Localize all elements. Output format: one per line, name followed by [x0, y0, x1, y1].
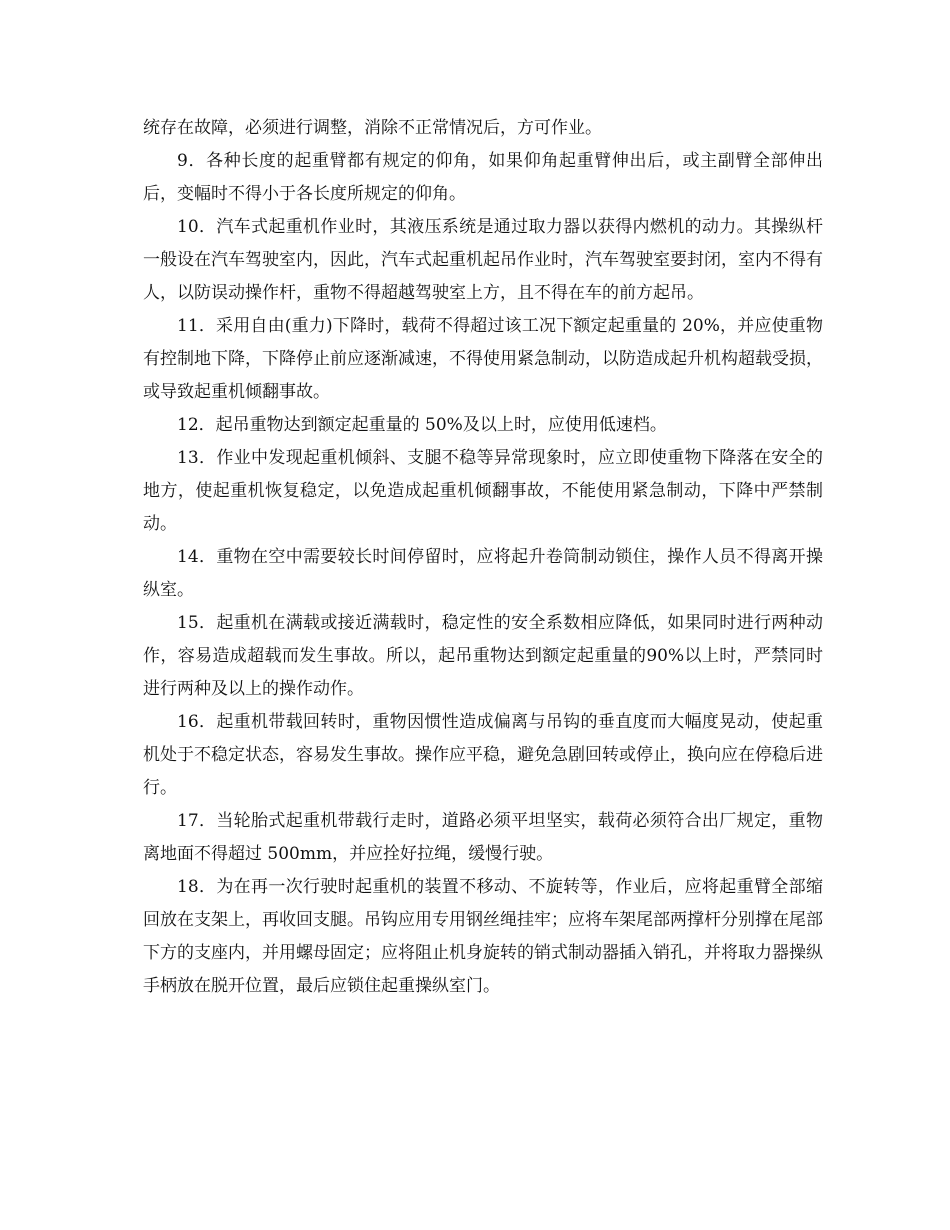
paragraph-item-14: 14．重物在空中需要较长时间停留时，应将起升卷筒制动锁住，操作人员不得离开操纵室。: [143, 547, 823, 600]
paragraph-item-12: 12．起吊重物达到额定起重量的 50%及以上时，应使用低速档。: [177, 415, 667, 435]
paragraph-item-18: 18．为在再一次行驶时起重机的装置不移动、不旋转等，作业后，应将起重臂全部缩回放在支架上，再收回支腿。吊钩应用专用钢丝绳挂牢；应将车架尾部两撑杆分别撑在尾部下方的支座内，并用螺母固定；应将阻止机身旋转的销式制动器插入销孔，并将取力器操纵手柄放在脱开位置，最后应锁住起重操纵室门。: [143, 877, 823, 996]
paragraph-item-11: 11．采用自由(重力)下降时，载荷不得超过该工况下额定起重量的 20%，并应使重物有控制地下降，下降停止前应逐渐减速，不得使用紧急制动，以防造成起升机构超载受损，或导致起重机倾翻事故。: [143, 316, 823, 402]
paragraph-item-16: 16．起重机带载回转时，重物因惯性造成偏离与吊钩的垂直度而大幅度晃动，使起重机处于不稳定状态，容易发生事故。操作应平稳，避免急剧回转或停止，换向应在停稳后进行。: [143, 712, 823, 798]
document-body: [143, 112, 823, 1003]
paragraph-item-13: 13．作业中发现起重机倾斜、支腿不稳等异常现象时，应立即使重物下降落在安全的地方，使起重机恢复稳定，以免造成起重机倾翻事故，不能使用紧急制动，下降中严禁制动。: [143, 448, 823, 534]
paragraph-item-9: 9．各种长度的起重臂都有规定的仰角，如果仰角起重臂伸出后，或主副臂全部伸出后，变幅时不得小于各长度所规定的仰角。: [143, 151, 823, 204]
paragraph-item-10: 10．汽车式起重机作业时，其液压系统是通过取力器以获得内燃机的动力。其操纵杆一般设在汽车驾驶室内，因此，汽车式起重机起吊作业时，汽车驾驶室要封闭，室内不得有人，以防误动操作杆，重物不得超越驾驶室上方，且不得在车的前方起吊。: [143, 217, 823, 303]
paragraph-item-15: 15．起重机在满载或接近满载时，稳定性的安全系数相应降低，如果同时进行两种动作，容易造成超载而发生事故。所以，起吊重物达到额定起重量的90%以上时，严禁同时进行两种及以上的操作动作。: [143, 613, 823, 699]
paragraph-continued: 统存在故障，必须进行调整，消除不正常情况后，方可作业。: [143, 118, 602, 138]
paragraph-item-17: 17．当轮胎式起重机带载行走时，道路必须平坦坚实，载荷必须符合出厂规定，重物离地面不得超过 500mm，并应拴好拉绳，缓慢行驶。: [143, 811, 823, 864]
